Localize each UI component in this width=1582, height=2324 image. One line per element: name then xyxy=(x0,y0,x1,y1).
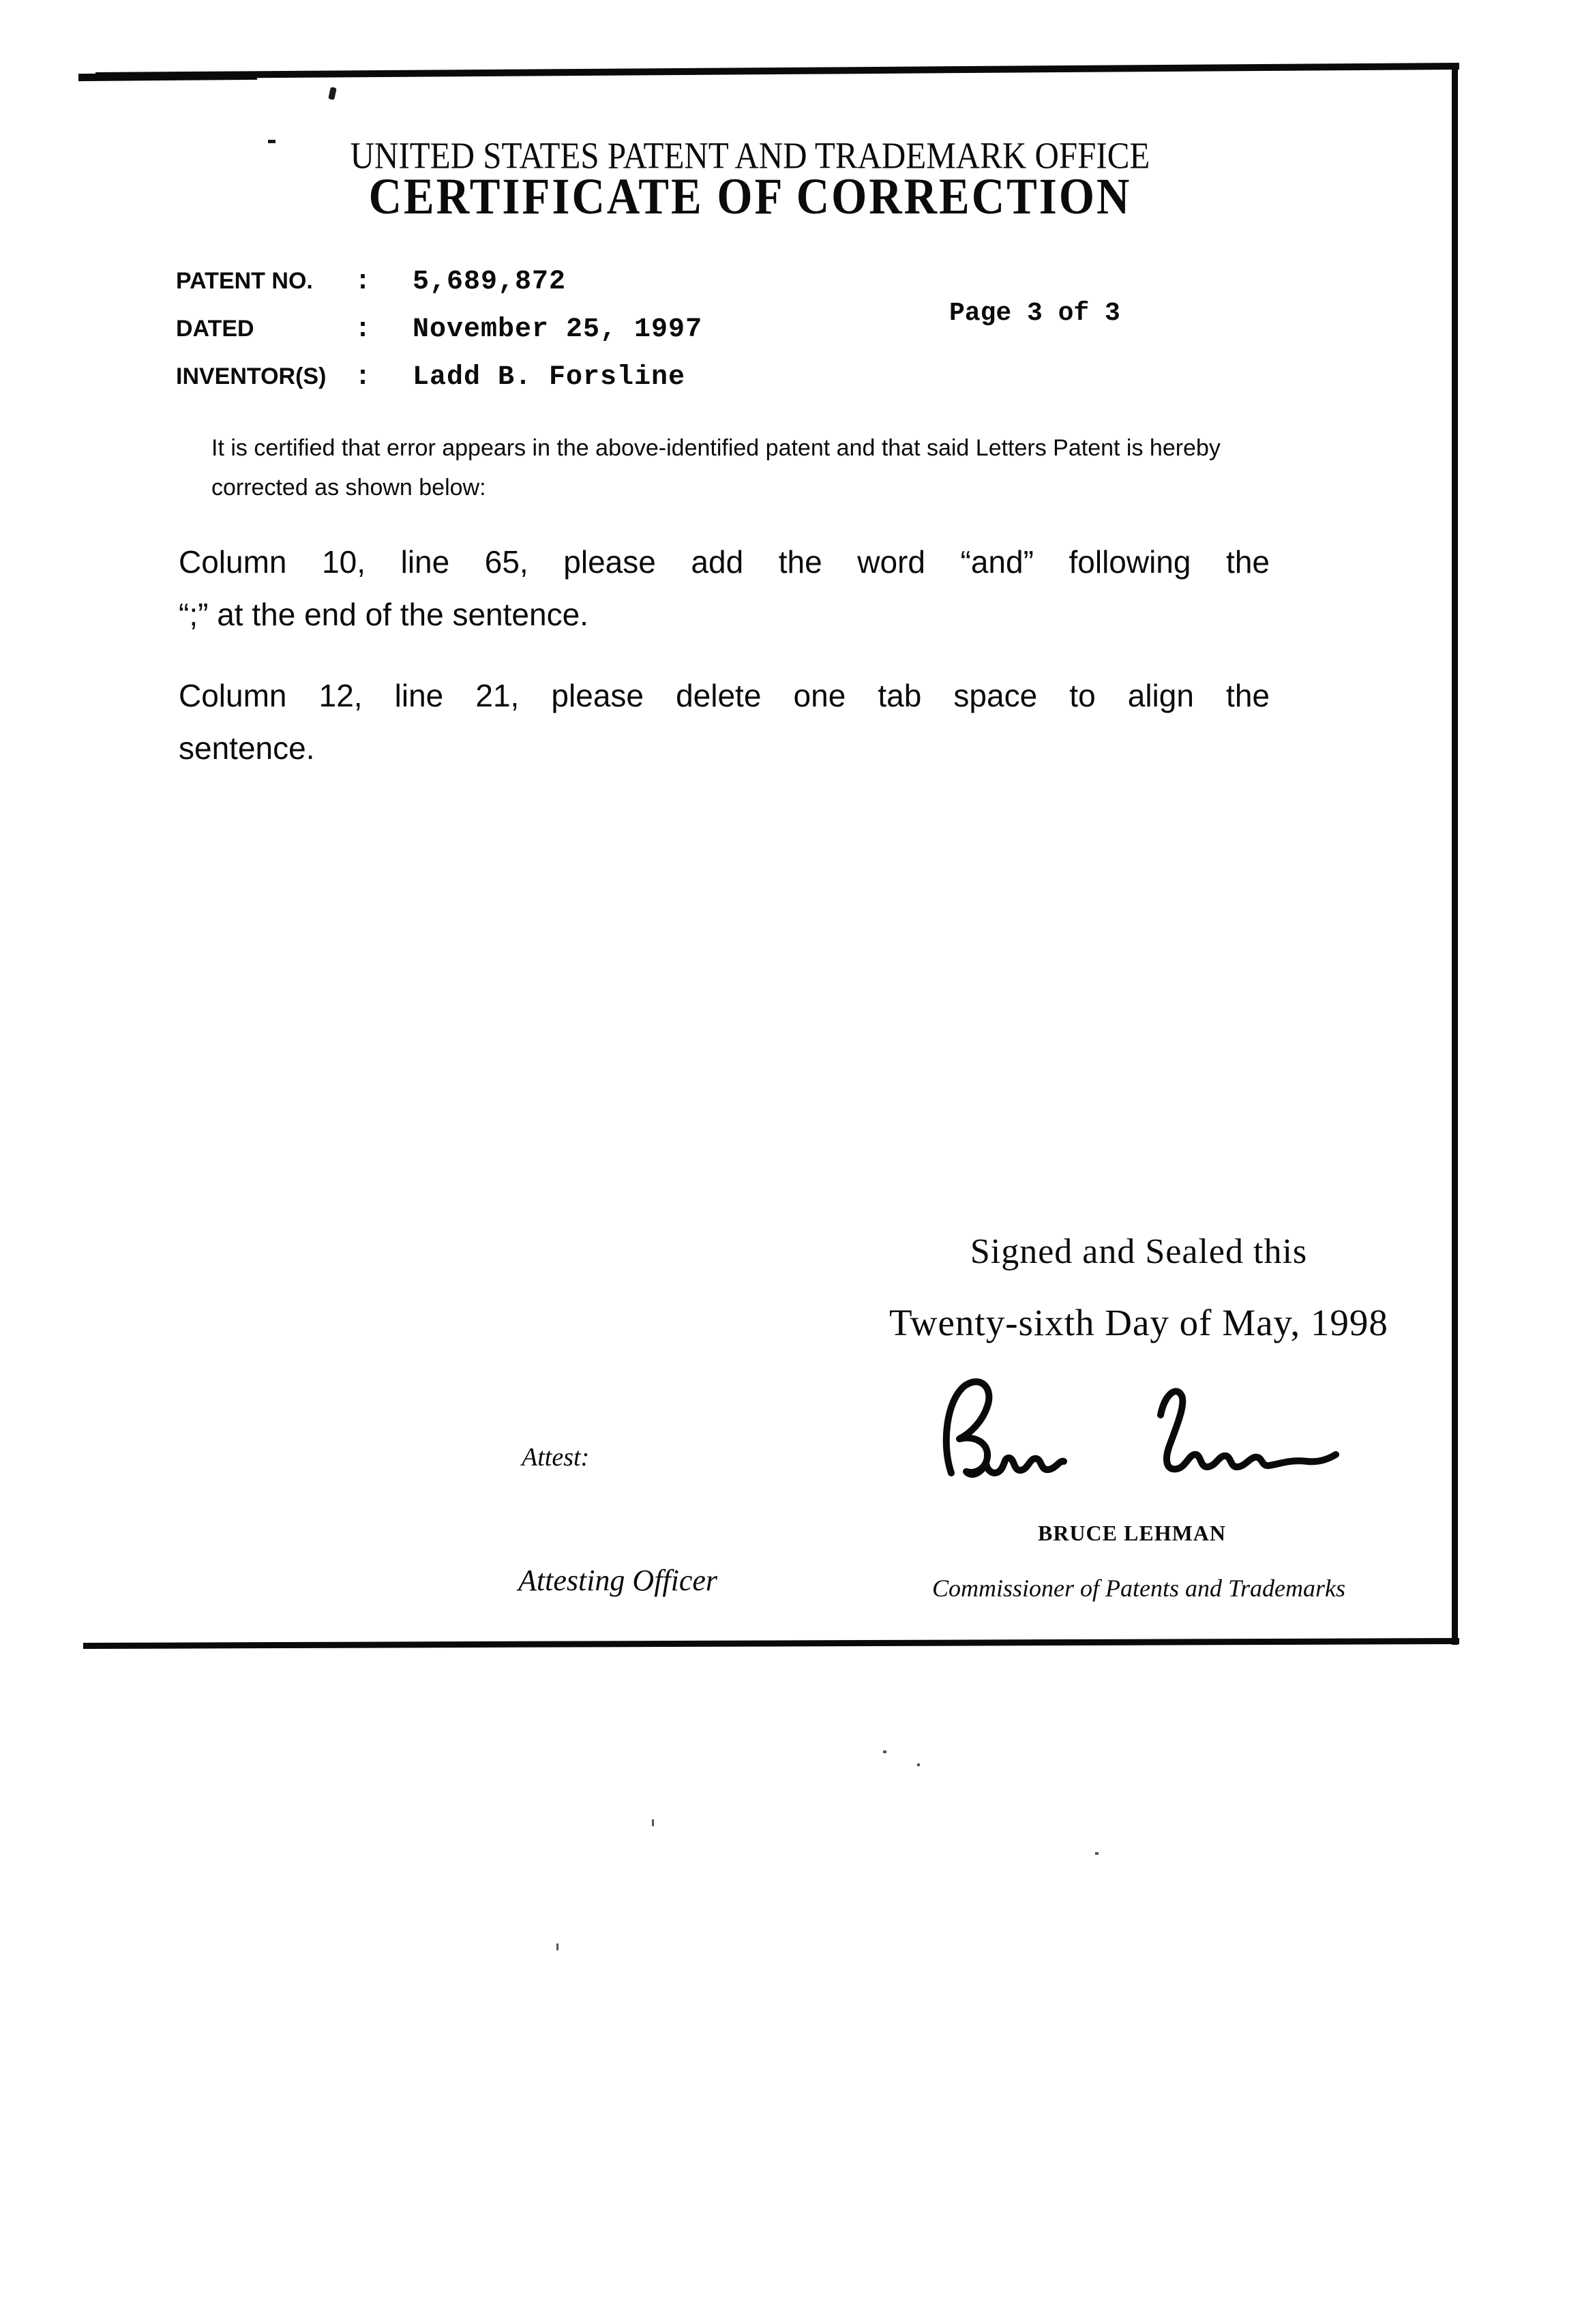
inventors-label: INVENTOR(S) xyxy=(176,363,327,389)
dated-row xyxy=(176,314,702,345)
correction-paragraph-2 xyxy=(179,670,1270,775)
certification-statement xyxy=(211,428,1357,507)
dated-value: November 25, 1997 xyxy=(413,314,703,345)
patent-number-label: PATENT NO. xyxy=(176,268,313,294)
scan-speckle xyxy=(917,1763,920,1766)
patent-number-colon: : xyxy=(355,267,372,297)
inventors-value: Ladd B. Forsline xyxy=(413,362,686,393)
correction-paragraph-1 xyxy=(179,536,1270,641)
scan-speckle xyxy=(652,1819,654,1826)
scan-speckle xyxy=(1095,1852,1099,1855)
scan-artifact-mark xyxy=(328,87,337,100)
page-border-bottom-left-segment xyxy=(83,1642,465,1648)
signing-date-line: Twenty-sixth Day of May, 1998 xyxy=(889,1302,1388,1343)
dated-label: DATED xyxy=(176,316,254,342)
page-border-top-left-segment xyxy=(78,72,257,81)
signer-title: Commissioner of Patents and Trademarks xyxy=(931,1575,1346,1602)
attesting-officer-label: Attesting Officer xyxy=(518,1564,718,1597)
signature-stroke-last-name xyxy=(1161,1391,1336,1469)
page-border-top xyxy=(95,63,1459,79)
signer-name: BRUCE LEHMAN xyxy=(1037,1521,1226,1545)
certification-line: corrected as shown below: xyxy=(211,475,486,501)
signed-sealed-line: Signed and Sealed this xyxy=(970,1232,1308,1271)
correction-line: “;” at the end of the sentence. xyxy=(179,597,588,632)
scan-speckle xyxy=(883,1751,886,1753)
inventors-row xyxy=(176,362,685,393)
document-title: CERTIFICATE OF CORRECTION xyxy=(368,168,1132,225)
page-border-right xyxy=(1452,65,1458,1645)
attest-label: Attest: xyxy=(522,1443,590,1472)
signature-stroke-first-name xyxy=(946,1382,1064,1474)
signature-bruce-lehman-image xyxy=(931,1377,1340,1483)
correction-line: sentence. xyxy=(179,730,315,766)
correction-line: Column 12, line 21, please delete one tab space to align the xyxy=(179,678,1270,713)
patent-number-row xyxy=(176,267,566,297)
inventors-colon: : xyxy=(355,362,372,393)
dated-colon: : xyxy=(355,314,372,345)
page-indicator: Page 3 of 3 xyxy=(949,299,1120,328)
office-name: UNITED STATES PATENT AND TRADEMARK OFFICE xyxy=(350,134,1150,177)
certification-line: It is certified that error appears in the above-identified patent and that said Letters Patent is hereby xyxy=(211,435,1221,461)
correction-line: Column 10, line 65, please add the word “and” following the xyxy=(179,544,1270,580)
patent-number-value: 5,689,872 xyxy=(413,267,567,297)
scan-speckle xyxy=(556,1943,558,1950)
